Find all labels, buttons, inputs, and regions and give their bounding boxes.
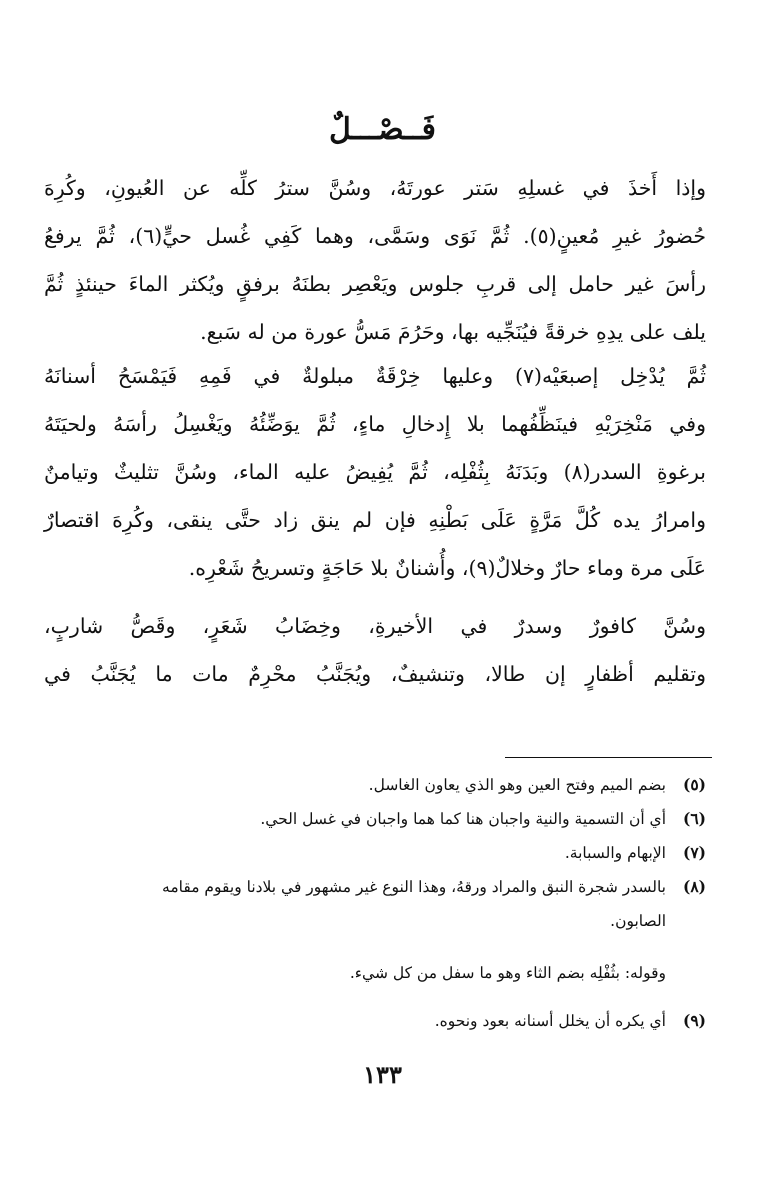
footnote-6 — [44, 802, 706, 836]
text-line: رأسَ غير حامل إلى قربِ جلوس ويَعْصِر بطنَهُ برفقٍ ويُكثر الماءَ حينئذٍ ثُمَّ — [44, 272, 706, 296]
footnote-note: وقوله: بثُفْلِه بضم الثاء وهو ما سفل من كل شيء. — [349, 964, 666, 982]
text-line: حُضورُ غيرِ مُعينٍ(٥). ثُمَّ نَوَى وسَمَّى، وهما كَفِي غُسل حيٍّ(٦)، ثُمَّ يرفعُ — [44, 224, 706, 248]
footnote-number: (٧) — [682, 843, 706, 862]
text-line: وامرارُ يده كُلَّ مَرَّةٍ عَلَى بَطْنِهِ فإن لم ينق زاد حتَّى ينقى، وكُرِهَ اقتصارٌ — [44, 508, 706, 532]
footnotes — [44, 768, 706, 1038]
footnote-7 — [44, 836, 706, 870]
text-line: وفي مَنْخِرَيْهِ فينَظِّفُهما بلا إِدخالِ ماءٍ، ثُمَّ يوَضِّئُهُ ويَغْسِلُ رأسَهُ ولحيَتَهُ — [44, 412, 706, 436]
footnote-divider — [505, 757, 712, 758]
footnote-text: أي أن التسمية والنية واجبان هنا كما هما واجبان في غسل الحي. — [260, 810, 666, 828]
footnote-number: (٩) — [682, 1011, 706, 1030]
footnote-text: الإبهام والسبابة. — [564, 844, 666, 862]
text-line: ثُمَّ يُدْخِل إصبعَيْه(٧) وعليها خِرْقَةٌ مبلولةٌ في فَمِهِ فَيَمْسَحُ أسنانَهُ — [44, 364, 706, 388]
footnote-9 — [44, 1004, 706, 1038]
paragraph-3 — [44, 602, 706, 698]
text-line: وسُنَّ كافورٌ وسدرٌ في الأخيرةِ، وخِضَابُ شَعَرٍ، وقَصُّ شاربٍ، — [44, 614, 706, 638]
footnote-8-continuation: الصابون. — [610, 912, 666, 930]
footnote-5 — [44, 768, 706, 802]
text-line: وتقليم أظفارٍ إن طالا، وتنشيفٌ، ويُجَنَّبُ محْرِمٌ مات ما يُجَنَّبُ في — [44, 662, 706, 686]
footnote-number: (٥) — [682, 775, 706, 794]
paragraph-2 — [44, 352, 706, 592]
paragraph-1 — [44, 164, 706, 356]
footnote-text: بضم الميم وفتح العين وهو الذي يعاون الغاسل. — [368, 776, 666, 794]
footnote-text: أي يكره أن يخلل أسنانه بعود ونحوه. — [434, 1012, 666, 1030]
text-line: عَلَى مرة وماء حارٌ وخلالٌ(٩)، وأُشنانٌ بلا حَاجَةٍ وتسريحُ شَعْرِه. — [188, 556, 706, 580]
section-heading: فَــصْـــلٌ — [328, 112, 437, 147]
text-line: وإذا أَخذَ في غسلِهِ سَتر عورتَهُ، وسُنَّ سترُ كلِّه عن العُيونِ، وكُرِهَ — [44, 176, 706, 200]
footnote-number: (٦) — [682, 809, 706, 828]
footnote-text: بالسدر شجرة النبق والمراد ورقهُ، وهذا النوع غير مشهور في بلادنا ويقوم مقامه — [162, 878, 666, 896]
page-number: ١٣٣ — [363, 1060, 402, 1089]
text-line: يلف على يدِهِ خرقةً فيُنَجِّيه بها، وحَرُمَ مَسُّ عورة من له سَبع. — [200, 320, 706, 344]
footnote-number: (٨) — [682, 877, 706, 896]
footnote-8 — [44, 870, 706, 904]
text-line: برغوةِ السدر(٨) وبَدَنَهُ بِثُفْلِه، ثُمَّ يُفِيضُ عليه الماء، وسُنَّ تثليثٌ وتيامنٌ — [44, 460, 706, 484]
